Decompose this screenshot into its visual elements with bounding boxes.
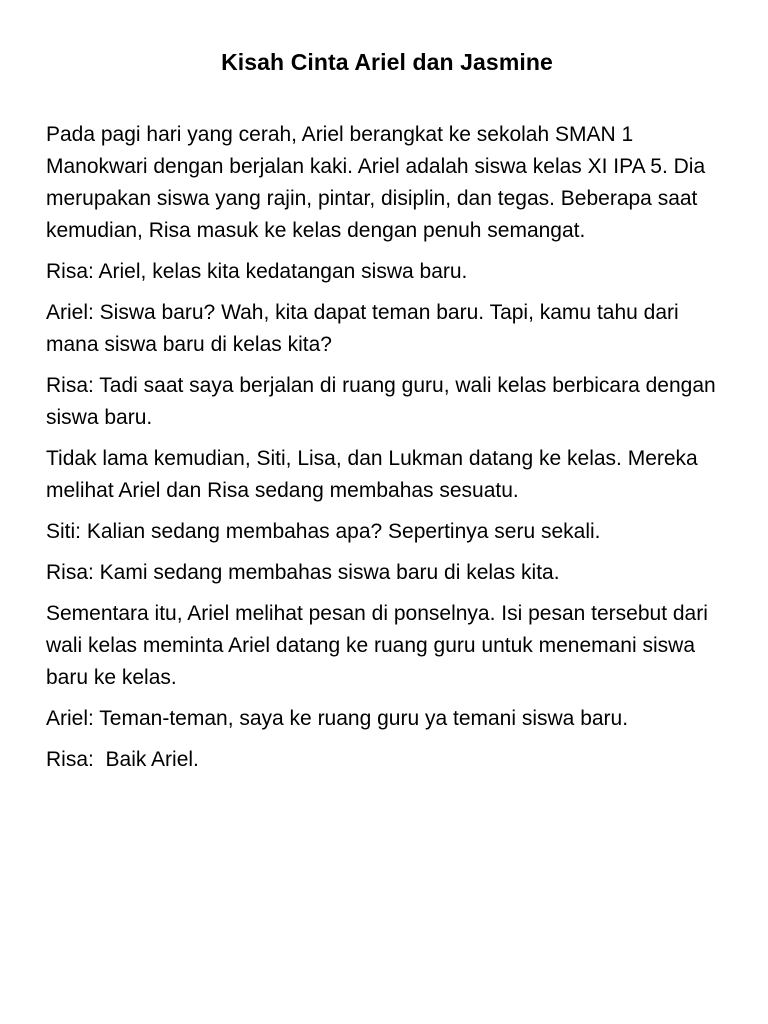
paragraph-5: Tidak lama kemudian, Siti, Lisa, dan Lukman datang ke kelas. Mereka melihat Ariel dan Risa sedang membahas sesuatu. — [46, 447, 698, 502]
paragraph-4: Risa: Tadi saat saya berjalan di ruang guru, wali kelas berbicara dengan siswa baru. — [46, 374, 716, 429]
paragraph-8: Sementara itu, Ariel melihat pesan di ponselnya. Isi pesan tersebut dari wali kelas meminta Ariel datang ke ruang guru untuk menemani siswa baru ke kelas. — [46, 602, 708, 689]
paragraph-6: Siti: Kalian sedang membahas apa? Sepertinya seru sekali. — [46, 520, 601, 543]
paragraph-2: Risa: Ariel, kelas kita kedatangan siswa baru. — [46, 260, 468, 283]
paragraph-10: Risa: Baik Ariel. — [46, 748, 199, 771]
paragraph-3: Ariel: Siswa baru? Wah, kita dapat teman baru. Tapi, kamu tahu dari mana siswa baru di kelas kita? — [46, 301, 679, 356]
paragraph-7: Risa: Kami sedang membahas siswa baru di kelas kita. — [46, 561, 560, 584]
page-title: Kisah Cinta Ariel dan Jasmine — [221, 49, 553, 75]
document-body — [46, 119, 728, 776]
paragraph-9: Ariel: Teman-teman, saya ke ruang guru ya temani siswa baru. — [46, 707, 629, 730]
paragraph-1: Pada pagi hari yang cerah, Ariel berangkat ke sekolah SMAN 1 Manokwari dengan berjalan kaki. Ariel adalah siswa kelas XI IPA 5. Dia merupakan siswa yang rajin, pintar, disiplin, dan tegas. Beberapa saat kemudian, Risa masuk ke kelas dengan penuh semangat. — [46, 123, 706, 242]
